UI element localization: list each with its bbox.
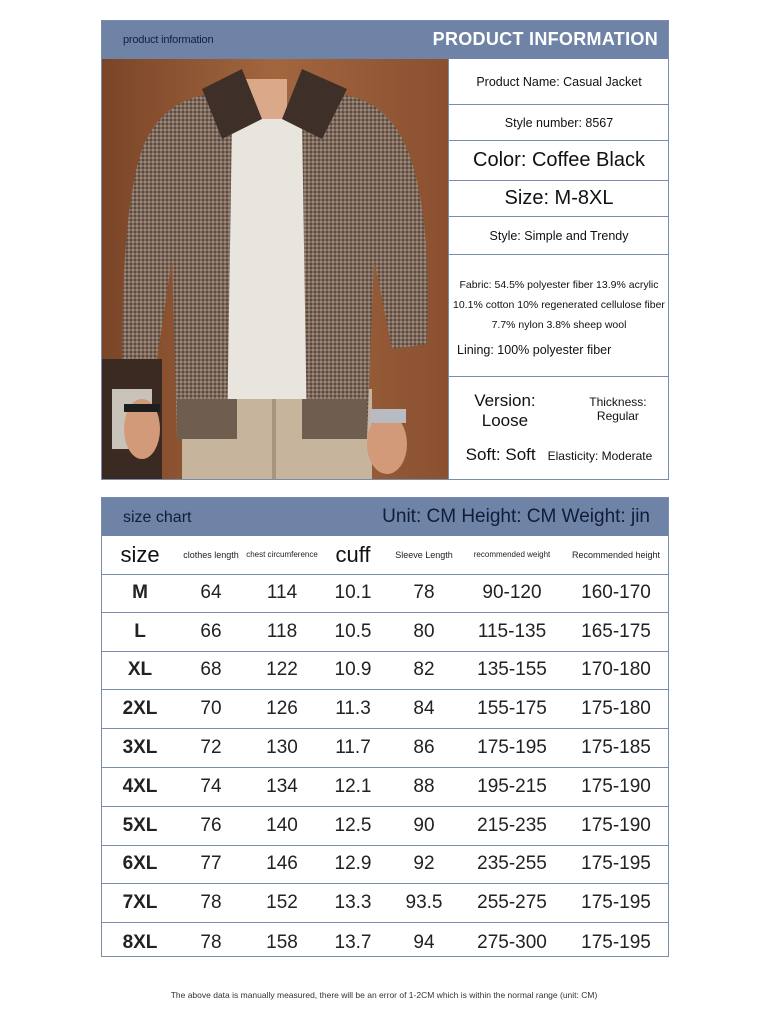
table-cell: 6XL xyxy=(122,853,158,875)
table-cell: 175-190 xyxy=(581,775,651,797)
elasticity-spec: Elasticity: Moderate xyxy=(547,449,653,463)
product-photo xyxy=(102,59,448,479)
table-cell: 170-180 xyxy=(581,659,651,681)
table-cell: 130 xyxy=(266,737,298,759)
table-cell: 7XL xyxy=(122,892,158,914)
table-cell: 3XL xyxy=(122,737,158,759)
table-row xyxy=(102,768,668,807)
fit-block xyxy=(449,377,669,479)
table-cell: 115-135 xyxy=(477,620,547,642)
size-chart-column-headers xyxy=(102,536,668,575)
product-info-panel xyxy=(101,20,669,480)
table-cell: 90-120 xyxy=(482,581,542,603)
table-cell: 8XL xyxy=(122,931,158,953)
table-cell: 76 xyxy=(200,814,222,836)
table-cell: 126 xyxy=(266,698,298,720)
table-cell: 134 xyxy=(266,775,298,797)
table-cell: 13.7 xyxy=(334,931,372,953)
header-small-label: product information xyxy=(123,34,214,46)
table-cell: 78 xyxy=(413,581,435,603)
fabric-line-2: 10.1% cotton 10% regenerated cellulose fiber xyxy=(453,298,665,311)
table-cell: 165-175 xyxy=(581,620,651,642)
size-chart-header xyxy=(102,498,668,536)
table-cell: 235-255 xyxy=(477,853,547,875)
table-row xyxy=(102,923,668,962)
size-chart xyxy=(101,497,669,957)
table-cell: 74 xyxy=(200,775,222,797)
table-cell: M xyxy=(132,581,148,603)
col-clothes-length: clothes length xyxy=(183,550,239,560)
table-cell: 10.9 xyxy=(334,659,372,681)
table-cell: 175-195 xyxy=(477,737,547,759)
version-spec: Version: Loose xyxy=(474,391,536,430)
table-cell: 78 xyxy=(200,931,222,953)
table-cell: 64 xyxy=(200,581,222,603)
table-cell: 84 xyxy=(413,698,435,720)
header-title: PRODUCT INFORMATION xyxy=(432,29,658,49)
table-cell: 175-190 xyxy=(581,814,651,836)
product-specs xyxy=(448,59,669,479)
table-cell: 175-180 xyxy=(581,698,651,720)
table-cell: 93.5 xyxy=(405,892,443,914)
table-cell: 11.3 xyxy=(335,698,371,720)
table-cell: L xyxy=(134,620,146,642)
product-name: Product Name: Casual Jacket xyxy=(449,59,669,105)
col-sleeve-length: Sleeve Length xyxy=(395,550,453,560)
table-cell: 158 xyxy=(266,931,298,953)
size-spec: Size: M-8XL xyxy=(449,181,669,217)
size-chart-units: Unit: CM Height: CM Weight: jin xyxy=(382,506,650,527)
table-cell: 70 xyxy=(200,698,222,720)
table-cell: 72 xyxy=(200,737,222,759)
table-row xyxy=(102,729,668,768)
table-cell: 146 xyxy=(266,853,298,875)
table-cell: 12.5 xyxy=(334,814,372,836)
table-cell: 77 xyxy=(200,853,222,875)
color-spec: Color: Coffee Black xyxy=(449,141,669,181)
size-chart-title: size chart xyxy=(123,509,192,526)
col-chest: chest circumference xyxy=(246,550,318,559)
table-cell: 86 xyxy=(413,737,435,759)
table-cell: 255-275 xyxy=(477,892,547,914)
table-cell: 118 xyxy=(266,620,298,642)
table-cell: 10.5 xyxy=(334,620,372,642)
table-row xyxy=(102,574,668,613)
col-recommended-weight: recommended weight xyxy=(473,550,551,559)
version-row xyxy=(449,391,669,431)
col-recommended-height: Recommended height xyxy=(571,550,661,560)
table-row xyxy=(102,846,668,885)
table-cell: 66 xyxy=(200,620,222,642)
table-cell: 13.3 xyxy=(334,892,372,914)
table-cell: 175-185 xyxy=(581,737,651,759)
style-number: Style number: 8567 xyxy=(449,105,669,141)
table-cell: 11.7 xyxy=(335,737,371,759)
table-cell: 195-215 xyxy=(477,775,547,797)
table-row xyxy=(102,652,668,691)
table-cell: 10.1 xyxy=(334,581,372,603)
table-cell: 94 xyxy=(413,931,435,953)
fabric-line-3: 7.7% nylon 3.8% sheep wool xyxy=(491,318,627,331)
table-row xyxy=(102,613,668,652)
table-cell: 5XL xyxy=(122,814,158,836)
table-cell: 135-155 xyxy=(477,659,547,681)
fabric-line-1: Fabric: 54.5% polyester fiber 13.9% acrylic xyxy=(459,278,659,291)
table-cell: 2XL xyxy=(122,698,158,720)
table-cell: 92 xyxy=(413,853,435,875)
table-cell: 12.9 xyxy=(334,853,372,875)
table-row xyxy=(102,884,668,923)
col-size: size xyxy=(120,542,160,567)
table-cell: 215-235 xyxy=(477,814,547,836)
table-cell: 82 xyxy=(413,659,435,681)
table-row xyxy=(102,690,668,729)
table-cell: 175-195 xyxy=(581,853,651,875)
soft-row xyxy=(466,445,653,465)
style-spec: Style: Simple and Trendy xyxy=(449,217,669,255)
table-cell: 4XL xyxy=(122,775,158,797)
thickness-spec: Thickness: Regular xyxy=(589,395,647,423)
table-cell: 80 xyxy=(413,620,435,642)
table-cell: 152 xyxy=(266,892,298,914)
col-cuff: cuff xyxy=(335,542,371,567)
fabric-block xyxy=(449,255,669,377)
table-cell: XL xyxy=(127,659,153,681)
table-cell: 175-195 xyxy=(581,892,651,914)
table-cell: 78 xyxy=(200,892,222,914)
jacket-model-image xyxy=(102,59,448,479)
table-cell: 140 xyxy=(266,814,298,836)
measurement-footnote: The above data is manually measured, there will be an error of 1-2CM which is within the normal range (unit: CM) xyxy=(170,990,598,1000)
table-cell: 275-300 xyxy=(477,931,547,953)
table-cell: 122 xyxy=(266,659,298,681)
table-cell: 88 xyxy=(413,775,435,797)
table-cell: 175-195 xyxy=(581,931,651,953)
product-info-header xyxy=(102,21,668,59)
size-chart-body xyxy=(102,574,668,962)
table-cell: 155-175 xyxy=(477,698,547,720)
lining-spec: Lining: 100% polyester fiber xyxy=(457,342,612,357)
table-cell: 90 xyxy=(413,814,435,836)
table-row xyxy=(102,807,668,846)
table-cell: 12.1 xyxy=(334,775,372,797)
table-cell: 114 xyxy=(266,581,298,603)
soft-spec: Soft: Soft xyxy=(465,445,536,464)
table-cell: 160-170 xyxy=(581,581,651,603)
table-cell: 68 xyxy=(200,659,222,681)
